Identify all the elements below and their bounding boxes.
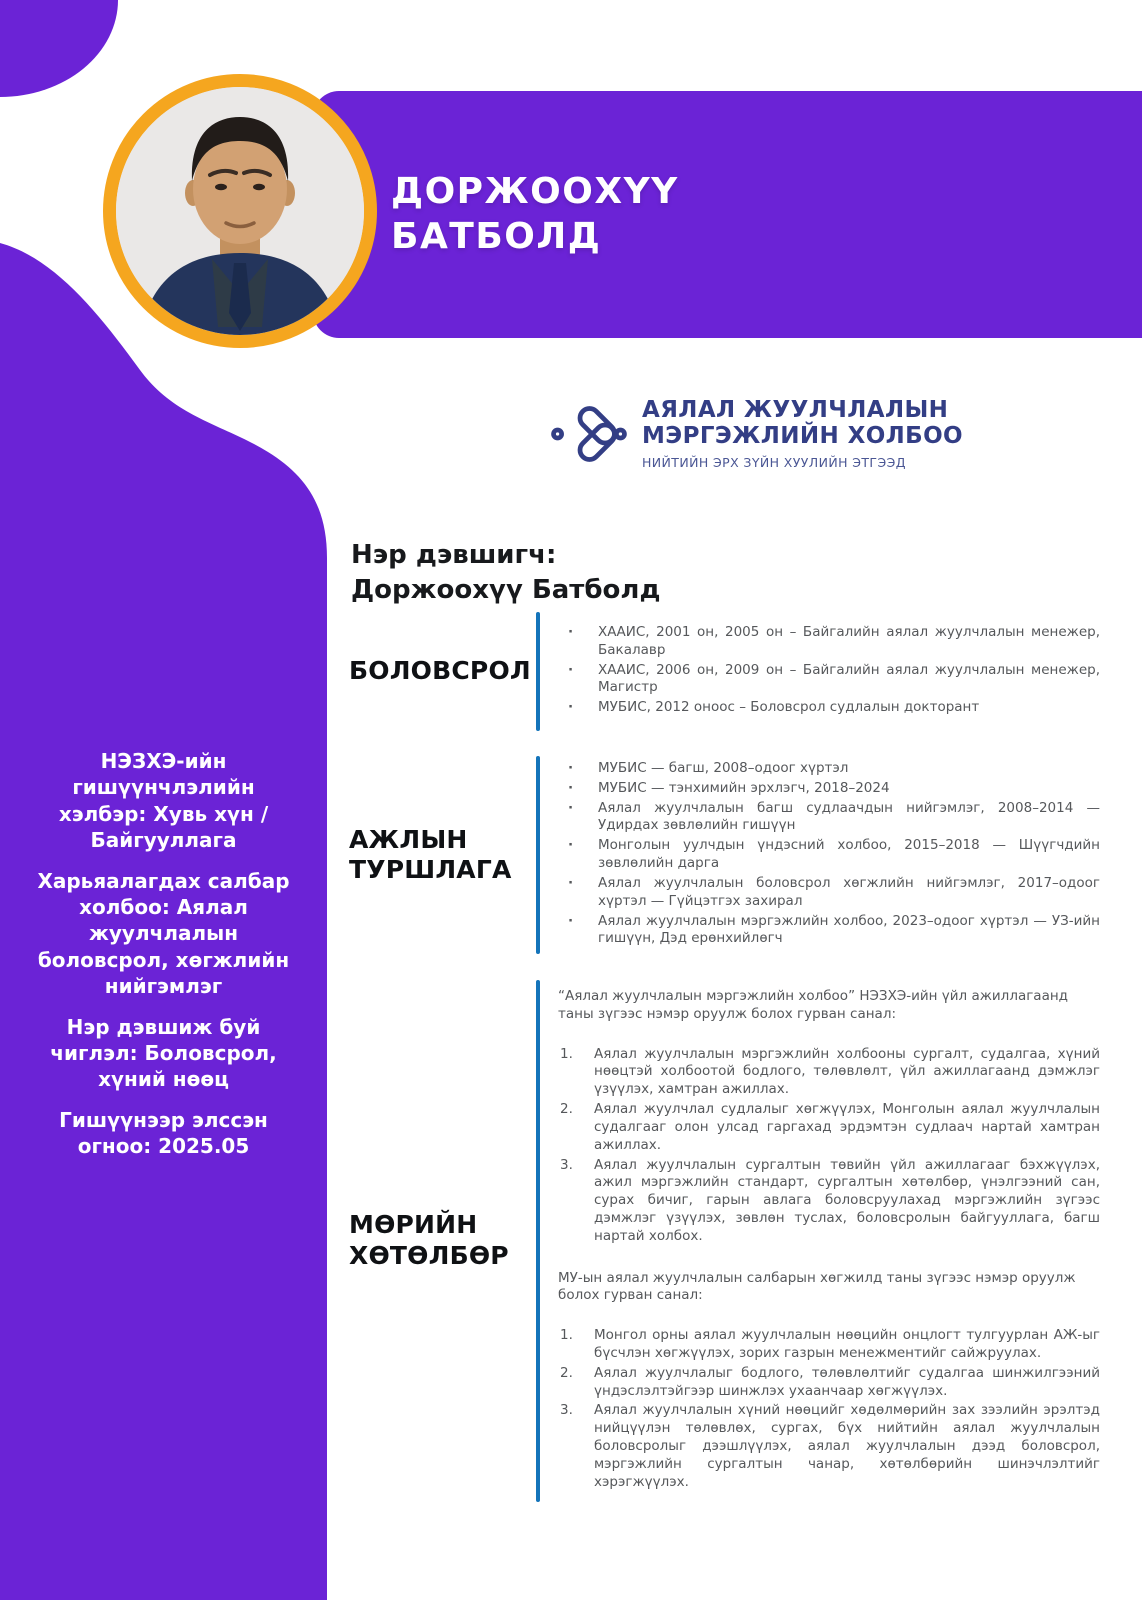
experience-item: · МУБИС — багш, 2008–одоог хүртэл (558, 760, 1100, 778)
section-platform-title: МӨРИЙН ХӨТӨЛБӨР (349, 1210, 509, 1270)
platform-proposal: Аялал жуулчлалыг бодлого, төлөвлөлтийг судалгаа шинжилгээний үндэслэлтэйгээр шинжлэх ухаанчаар хөгжүүлэх. (594, 1364, 1100, 1399)
nomination-field: Нэр дэвшиж буй чиглэл: Боловсрол, хүний нөөц (50, 1014, 277, 1092)
nominee-heading (351, 538, 660, 609)
platform-intro-sector: МУ-ын аялал жуулчлалын салбарын хөгжилд таны зүгээс нэмэр оруулж болох гурван санал: (558, 1269, 1076, 1304)
name-line-1: ДОРЖООХҮҮ (391, 170, 679, 212)
experience-item: · Аялал жуулчлалын багш судлаачдын нийгэмлэг, 2008–2014 — Удирдах зөвлөлийн гишүүн (558, 800, 1100, 836)
logo-text (642, 398, 963, 470)
platform-intro-association: “Аялал жуулчлалын мэргэжлийн холбоо” НЭЗХЭ-ийн үйл ажиллагаанд таны зүгээс нэмэр оруулж болох гурван санал: (558, 988, 1069, 1022)
logo-title: АЯЛАЛ ЖУУЛЧЛАЛЫН МЭРГЭЖЛИЙН ХОЛБОО (642, 397, 963, 449)
nominee-name: Доржоохүү Батболд (351, 575, 661, 606)
section-platform (349, 980, 1100, 1502)
section-experience (349, 756, 1100, 954)
membership-type: НЭЗХЭ-ийн гишүүнчлэлийн хэлбэр: Хувь хүн / Байгууллага (58, 749, 269, 853)
header-band (313, 91, 1142, 338)
education-item: · ХААИС, 2001 он, 2005 он – Байгалийн аялал жуулчлалын менежер, Бакалавр (558, 624, 1100, 660)
section-platform-body (540, 980, 1100, 1502)
membership-info-panel (0, 748, 327, 1173)
portrait-illustration (116, 87, 364, 335)
section-experience-body (540, 756, 1100, 954)
page-title (391, 170, 679, 259)
platform-proposal: Аялал жуулчлалын мэргэжлийн холбооны сургалт, судалгаа, хүний нөөцтэй холбоотой бодлого, төлөвлөлт, үйл ажиллагаанд дэмжлэг үзүүлэх, хамтран ажиллах. (594, 1045, 1100, 1098)
logo-tagline: НИЙТИЙН ЭРХ ЗҮЙН ХУУЛИЙН ЭТГЭЭД (642, 454, 906, 470)
experience-item: · Монголын уулчдын үндэсний холбоо, 2015–2018 — Шүүгчдийн зөвлөлийн дарга (558, 837, 1100, 873)
platform-proposal: Аялал жуулчлал судлалыг хөгжүүлэх, Монголын аялал жуулчлалын судалгааг олон улсад гаргахад эрдэмтэн судлаач нартай хамтран ажиллах. (594, 1101, 1100, 1153)
platform-proposal: Монгол орны аялал жуулчлалын нөөцийн онцлогт тулгуурлан АЖ-ыг бүсчлэн хөгжүүлэх, зорих газрын менежментийг сайжруулах. (594, 1327, 1100, 1361)
nominee-label: Нэр дэвшигч: (351, 540, 557, 570)
section-education (349, 612, 1100, 731)
section-education-body (540, 612, 1100, 731)
membership-date: Гишүүнээр элссэн огноо: 2025.05 (59, 1107, 268, 1159)
branch-association: Харьяалагдах салбар холбоо: Аялал жуулчлалын боловсрол, хөгжлийн нийгэмлэг (37, 868, 290, 999)
experience-item: · МУБИС — тэнхимийн эрхлэгч, 2018–2024 (558, 780, 1100, 798)
platform-proposal: Аялал жуулчлалын сургалтын төвийн үйл ажиллагааг бэхжүүлэх, ажил мэргэжлийн стандарт, сургалтын хөтөлбөр, үнэлгээний сан, сурах бичиг, гарын авлага боловсруулахад мэргэжлийн зүгээс дэмжлэг үзүүлэх, зөвлөн туслах, боловсролын байгууллага, багш нартай холбох. (594, 1156, 1100, 1244)
experience-item: · Аялал жуулчлалын мэргэжлийн холбоо, 2023–одоог хүртэл — УЗ-ийн гишүүн, Дэд ерөнхийлөгч (558, 913, 1100, 949)
experience-item: · Аялал жуулчлалын боловсрол хөгжлийн нийгэмлэг, 2017–одоог хүртэл — Гүйцэтгэх захирал (558, 875, 1100, 911)
endless-knot-icon (551, 401, 627, 467)
candidate-photo (103, 74, 377, 348)
education-item: · ХААИС, 2006 он, 2009 он – Байгалийн аялал жуулчлалын менежер, Магистр (558, 662, 1100, 698)
section-experience-title: АЖЛЫН ТУРШЛАГА (349, 824, 512, 885)
platform-proposal: Аялал жуулчлалын хүний нөөцийг хөдөлмөрийн зах зээлийн эрэлтэд нийцүүлэн төлөвлөх, сургах, бүх нийтийн аялал жуулчлалын боловсролыг дээшлүүлэх, аялал жуулчлалын дээд боловсрол, мэргэжлийн сургалтын чанар, хөтөлбөрийн шинэчлэлтийг хэрэгжүүлэх. (594, 1402, 1100, 1490)
education-item: · МУБИС, 2012 оноос – Боловсрол судлалын докторант (558, 699, 1100, 717)
name-line-2: БАТБОЛД (391, 215, 602, 257)
section-education-title: БОЛОВСРОЛ (349, 656, 531, 686)
association-logo (551, 398, 963, 470)
top-left-corner-shape (0, 0, 118, 97)
